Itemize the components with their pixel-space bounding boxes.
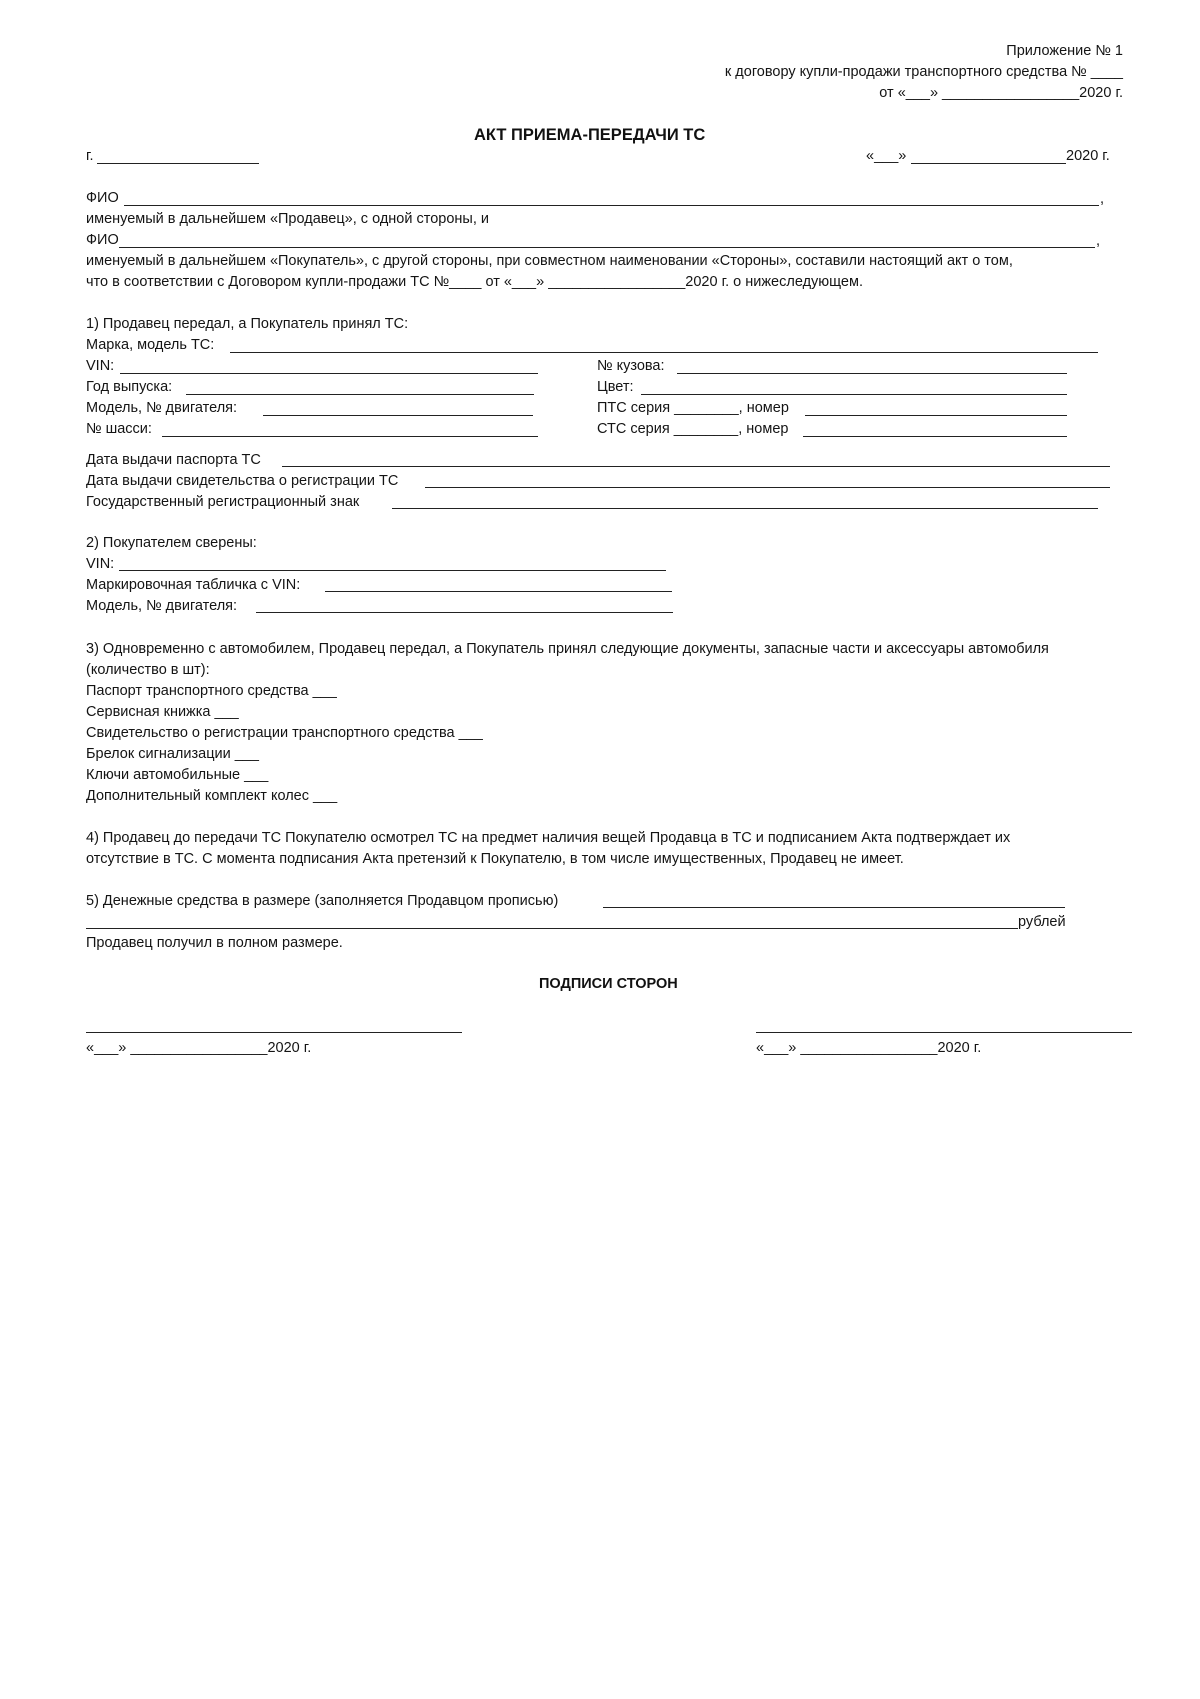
item-alarm-keyfob: Брелок сигнализации ___ bbox=[86, 746, 259, 762]
section2-heading: 2) Покупателем сверены: bbox=[86, 535, 257, 551]
registration-date-label: Дата выдачи свидетельства о регистрации ТС bbox=[86, 473, 399, 489]
engine-model-field[interactable] bbox=[263, 415, 533, 416]
city-label: г. bbox=[86, 148, 94, 164]
buyer-fio-field[interactable] bbox=[119, 247, 1095, 248]
passport-date-label: Дата выдачи паспорта ТС bbox=[86, 452, 261, 468]
year-field[interactable] bbox=[186, 394, 534, 395]
section4-line2: отсутствие в ТС. С момента подписания Акта претензий к Покупателю, в том числе имущественных, Продавец не имеет. bbox=[86, 851, 904, 867]
body-number-label: № кузова: bbox=[597, 358, 665, 374]
passport-date-field[interactable] bbox=[282, 466, 1110, 467]
act-date-year: 2020 г. bbox=[1066, 148, 1110, 164]
buyer-signature-field[interactable] bbox=[756, 1032, 1132, 1033]
check-vin-label: VIN: bbox=[86, 556, 115, 572]
seller-fio-label: ФИО bbox=[86, 190, 119, 206]
vin-plate-field[interactable] bbox=[325, 591, 672, 592]
item-car-keys: Ключи автомобильные ___ bbox=[86, 767, 269, 783]
vin-label: VIN: bbox=[86, 358, 115, 374]
act-date-month-field[interactable] bbox=[911, 163, 1066, 164]
item-extra-wheels: Дополнительный комплект колес ___ bbox=[86, 788, 338, 804]
registration-date-field[interactable] bbox=[425, 487, 1110, 488]
buyer-comma: , bbox=[1096, 233, 1101, 249]
check-engine-label: Модель, № двигателя: bbox=[86, 598, 238, 614]
section1-heading: 1) Продавец передал, а Покупатель принял ТС: bbox=[86, 316, 409, 332]
currency-label: рублей bbox=[1018, 914, 1066, 930]
section5-line1: 5) Денежные средства в размере (заполняется Продавцом прописью) bbox=[86, 893, 559, 909]
item-registration-certificate: Свидетельство о регистрации транспортного средства ___ bbox=[86, 725, 483, 741]
pts-label: ПТС серия ________, номер bbox=[597, 400, 789, 416]
section3-heading-line2: (количество в шт): bbox=[86, 662, 210, 678]
section3-heading-line1: 3) Одновременно с автомобилем, Продавец передал, а Покупатель принял следующие документы, запасные части и аксессуары автомобиля bbox=[86, 641, 1049, 657]
document-title: АКТ ПРИЕМА-ПЕРЕДАЧИ ТС bbox=[474, 126, 706, 144]
signatures-heading: ПОДПИСИ СТОРОН bbox=[539, 976, 678, 992]
contract-date: от «___» _________________2020 г. bbox=[879, 85, 1123, 101]
color-field[interactable] bbox=[641, 394, 1067, 395]
contract-reference-line: что в соответствии с Договором купли-продажи ТС №____ от «___» _________________2020 г. о нижеследующем. bbox=[86, 274, 863, 290]
buyer-description: именуемый в дальнейшем «Покупатель», с другой стороны, при совместном наименовании «Стороны», составили настоящий акт о том, bbox=[86, 253, 1013, 269]
engine-model-label: Модель, № двигателя: bbox=[86, 400, 238, 416]
appendix-number: Приложение № 1 bbox=[1006, 43, 1123, 59]
contract-reference: к договору купли-продажи транспортного средства № ____ bbox=[724, 64, 1123, 80]
section5-received: Продавец получил в полном размере. bbox=[86, 935, 343, 951]
amount-words-field-1[interactable] bbox=[603, 907, 1065, 908]
plate-label: Государственный регистрационный знак bbox=[86, 494, 360, 510]
chassis-label: № шасси: bbox=[86, 421, 152, 437]
check-engine-field[interactable] bbox=[256, 612, 673, 613]
make-model-label: Марка, модель ТС: bbox=[86, 337, 215, 353]
seller-description: именуемый в дальнейшем «Продавец», с одной стороны, и bbox=[86, 211, 489, 227]
sts-number-field[interactable] bbox=[803, 436, 1067, 437]
vin-field[interactable] bbox=[120, 373, 538, 374]
buyer-signature-date: «___» _________________2020 г. bbox=[756, 1040, 982, 1056]
item-vehicle-passport: Паспорт транспортного средства ___ bbox=[86, 683, 337, 699]
chassis-field[interactable] bbox=[162, 436, 538, 437]
plate-field[interactable] bbox=[392, 508, 1098, 509]
body-number-field[interactable] bbox=[677, 373, 1067, 374]
pts-number-field[interactable] bbox=[805, 415, 1067, 416]
make-model-field[interactable] bbox=[230, 352, 1098, 353]
check-vin-field[interactable] bbox=[119, 570, 666, 571]
sts-label: СТС серия ________, номер bbox=[597, 421, 789, 437]
amount-words-field-2[interactable] bbox=[86, 928, 1018, 929]
year-label: Год выпуска: bbox=[86, 379, 173, 395]
city-field[interactable] bbox=[97, 163, 259, 164]
section4-line1: 4) Продавец до передачи ТС Покупателю осмотрел ТС на предмет наличия вещей Продавца в ТС и подписанием Акта подтверждает их bbox=[86, 830, 1011, 846]
seller-signature-field[interactable] bbox=[86, 1032, 462, 1033]
seller-comma: , bbox=[1100, 191, 1105, 207]
vin-plate-label: Маркировочная табличка с VIN: bbox=[86, 577, 301, 593]
color-label: Цвет: bbox=[597, 379, 634, 395]
seller-signature-date: «___» _________________2020 г. bbox=[86, 1040, 312, 1056]
seller-fio-field[interactable] bbox=[124, 205, 1099, 206]
buyer-fio-label: ФИО bbox=[86, 232, 119, 248]
item-service-book: Сервисная книжка ___ bbox=[86, 704, 239, 720]
act-date-day: «___» bbox=[866, 148, 907, 164]
